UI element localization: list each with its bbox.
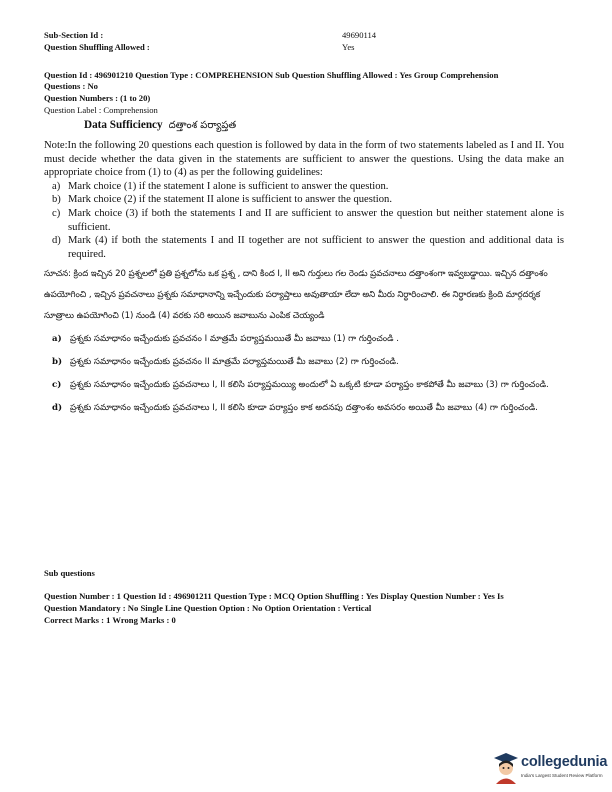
telugu-guideline-item	[52, 328, 564, 350]
guideline-label: d)	[52, 235, 61, 247]
subsection-value: 49690114	[342, 30, 377, 40]
question-numbers: Question Numbers : (1 to 20)	[44, 93, 151, 103]
question-meta-line2: Questions : No	[44, 81, 98, 91]
guideline-text: Mark choice (1) if the statement I alone is sufficient to answer the question.	[68, 180, 389, 192]
telugu-guideline-item	[52, 351, 564, 373]
sub-question-meta-line2: Question Mandatory : No Single Line Question Option : No Option Orientation : Vertical	[44, 603, 372, 613]
passage-title-te: దత్తాంశ పర్యాప్తత	[168, 120, 237, 131]
guideline-item	[52, 180, 564, 194]
passage-title-en: Data Sufficiency	[84, 119, 163, 131]
guideline-text: Mark (4) if both the statements I and II together are not sufficient to answer the question and additional data is required.	[68, 235, 564, 260]
graduate-mascot-icon	[493, 751, 519, 785]
sub-questions-heading: Sub questions	[44, 568, 95, 578]
guideline-label: c)	[52, 207, 61, 219]
marks-line: Correct Marks : 1 Wrong Marks : 0	[44, 615, 176, 625]
guideline-label: b)	[52, 194, 61, 206]
guideline-text: Mark choice (2) if the statement II alone is sufficient to answer the question.	[68, 194, 392, 206]
guideline-item	[52, 193, 564, 207]
telugu-guideline-item	[52, 374, 564, 396]
logo-name: collegedunia	[521, 754, 608, 770]
guideline-item	[52, 207, 564, 234]
telugu-guideline-list	[44, 328, 564, 419]
guideline-label: a)	[52, 180, 61, 192]
shuffle-label: Question Shuffling Allowed :	[44, 42, 150, 52]
question-label: Question Label : Comprehension	[44, 105, 158, 115]
guideline-text: Mark choice (3) if both the statements I and II are sufficient to answer the question but neither statement alone is sufficient.	[68, 207, 564, 233]
guideline-list	[44, 180, 564, 262]
subsection-label: Sub-Section Id :	[44, 30, 104, 40]
telugu-note: సూచన: క్రింద ఇచ్చిన 20 ప్రశ్నలలో ప్రతి ప్రశ్నలోను ఒక ప్రశ్న , దాని కింద I, II అని గుర్తులు గల రెండు ప్రవచనాలు దత్తాంశంగా ఇవ్వబడ్డాయి. ఇచ్చిన దత్తాంశం ఉపయోగించి , ఇచ్చిన ప్రవచనాలు ప్రశ్నకు సమాధానాన్ని ఇచ్చేందుకు పర్యాప్తాలు అవుతాయా లేదా అని మీరు నిర్ధారించాలి. ఈ నిర్ధారణకు క్రింది మార్గదర్శక సూత్రాలు ఉపయోగించి (1) నుండి (4) వరకు సరి అయిన జవాబును ఎంపిక చెయ్యండి	[44, 269, 548, 322]
logo-tagline: India's Largest Student Review Platform	[521, 773, 603, 778]
guideline-item	[52, 234, 564, 261]
telugu-guideline-label: a)	[52, 334, 62, 345]
telugu-guideline-item	[52, 397, 564, 419]
passage-note: Note:In the following 20 questions each question is followed by data in the form of two statements labeled as I and II. You must decide whether the data given in the statements are sufficient to answer the questions. Using the data make an appropriate choice from (1) to (4) as per the following guidelines:	[44, 140, 564, 179]
shuffle-value: Yes	[342, 42, 355, 52]
telugu-guideline-text: ప్రశ్నకు సమాధానం ఇచ్చేందుకు ప్రవచనాలు I, II కలిసి పర్యాప్తమయ్యి అందులో ఏ ఒక్కటి కూడా పర్యాప్తం కాకపోతే మీ జవాబు (3) గా గుర్తించండి.	[70, 380, 549, 391]
telugu-guideline-label: c)	[52, 380, 62, 391]
passage-title	[84, 118, 564, 133]
question-meta-line1: Question Id : 496901210 Question Type : COMPREHENSION Sub Question Shuffling Allowed : Yes Group Comprehension	[44, 70, 499, 80]
collegedunia-logo	[493, 751, 608, 787]
telugu-guideline-label: b)	[52, 357, 63, 368]
telugu-guideline-text: ప్రశ్నకు సమాధానం ఇచ్చేందుకు ప్రవచనాలు I, II కలిసి కూడా పర్యాప్తం కాక అదనపు దత్తాంశం అవసరం అయితే మీ జవాబు (4) గా గుర్తించండి.	[70, 403, 538, 414]
telugu-guideline-text: ప్రశ్నకు సమాధానం ఇచ్చేందుకు ప్రవచనం II మాత్రమే పర్యాప్తమయితే మీ జవాబు (2) గా గుర్తించండి.	[70, 357, 399, 368]
telugu-guideline-text: ప్రశ్నకు సమాధానం ఇచ్చేందుకు ప్రవచనం I మాత్రమే పర్యాప్తమయితే మీ జవాబు (1) గా గుర్తించండి .	[70, 334, 399, 345]
telugu-guideline-label: d)	[52, 403, 63, 414]
comprehension-passage	[44, 118, 564, 419]
sub-question-meta-line1: Question Number : 1 Question Id : 496901211 Question Type : MCQ Option Shuffling : Yes Display Question Number : Yes Is	[44, 591, 504, 601]
